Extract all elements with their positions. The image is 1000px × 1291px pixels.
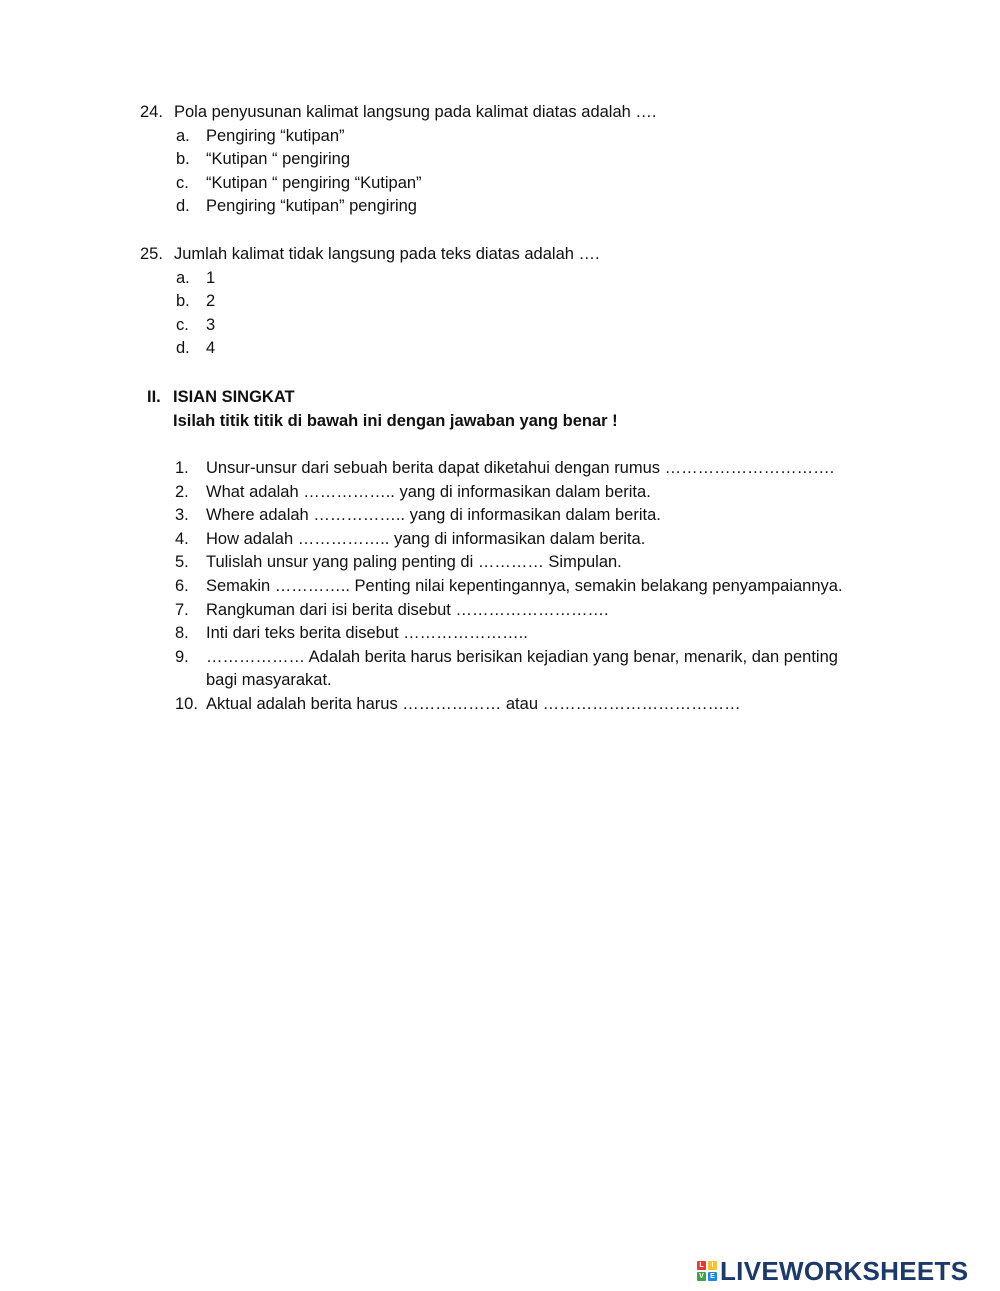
question-25 <box>140 243 920 361</box>
option-text: 3 <box>206 315 216 334</box>
fill-item-number: 1. <box>175 459 189 477</box>
fill-item <box>175 622 905 646</box>
option-text: 1 <box>206 268 216 287</box>
fill-item <box>175 528 905 552</box>
fill-item-text: Where adalah …………….. yang di informasikan dalam berita. <box>206 506 661 525</box>
fill-item <box>175 457 905 481</box>
fill-item <box>175 504 905 528</box>
fill-item <box>175 599 905 623</box>
fill-in-list <box>175 457 905 717</box>
fill-item <box>175 551 905 575</box>
question-number: 25. <box>140 245 163 263</box>
fill-item-text: What adalah …………….. yang di informasikan dalam berita. <box>206 482 651 501</box>
question-text: Jumlah kalimat tidak langsung pada teks diatas adalah …. <box>174 245 600 263</box>
fill-item <box>175 693 905 717</box>
logo-block: E <box>708 1272 717 1281</box>
option-text: “Kutipan “ pengiring “Kutipan” <box>206 173 422 192</box>
section-instruction: Isilah titik titik di bawah ini dengan jawaban yang benar ! <box>173 411 618 430</box>
fill-item-number: 4. <box>175 529 189 548</box>
fill-item-text: bagi masyarakat. <box>206 671 332 690</box>
fill-item-number: 6. <box>175 576 189 595</box>
section-number: II. <box>147 388 161 406</box>
option-letter: d. <box>176 197 190 216</box>
option-text: 4 <box>206 339 216 358</box>
question-24 <box>140 101 920 219</box>
option-letter: a. <box>176 126 190 145</box>
option-a <box>140 125 920 149</box>
option-b <box>140 290 920 314</box>
option-c <box>140 172 920 196</box>
option-d <box>140 337 920 361</box>
option-letter: b. <box>176 150 190 169</box>
option-letter: a. <box>176 268 190 287</box>
fill-item-text: Tulislah unsur yang paling penting di ………… Simpulan. <box>206 553 622 572</box>
fill-item <box>175 575 905 599</box>
option-text: “Kutipan “ pengiring <box>206 150 351 169</box>
option-letter: b. <box>176 292 190 311</box>
fill-item-number: 3. <box>175 506 189 525</box>
fill-item-text: Aktual adalah berita harus ……………… atau ……………………………… <box>206 694 741 713</box>
section-title: ISIAN SINGKAT <box>173 388 295 406</box>
question-text: Pola penyusunan kalimat langsung pada kalimat diatas adalah …. <box>174 103 657 121</box>
option-c <box>140 314 920 338</box>
option-text: 2 <box>206 292 216 311</box>
fill-item-text: Unsur-unsur dari sebuah berita dapat diketahui dengan rumus …………………………. <box>206 459 835 477</box>
fill-item-continuation <box>175 669 905 693</box>
option-b <box>140 148 920 172</box>
option-letter: c. <box>176 173 189 192</box>
logo-block: I <box>708 1261 717 1270</box>
fill-item-text: Rangkuman dari isi berita disebut ………………………. <box>206 600 609 619</box>
fill-item-number: 7. <box>175 600 189 619</box>
fill-item-number: 8. <box>175 624 189 643</box>
question-stem <box>140 101 920 125</box>
question-number: 24. <box>140 103 163 121</box>
logo-block: V <box>697 1272 706 1281</box>
fill-item-text: Inti dari teks berita disebut ………………….. <box>206 624 528 643</box>
fill-item-number: 5. <box>175 553 189 572</box>
fill-item <box>175 646 905 670</box>
option-letter: d. <box>176 339 190 358</box>
liveworksheets-logo <box>697 1255 969 1286</box>
option-a <box>140 267 920 291</box>
fill-item-text: Semakin ………….. Penting nilai kepentingannya, semakin belakang penyampaiannya. <box>206 576 843 595</box>
fill-item-number: 2. <box>175 482 189 501</box>
fill-item <box>175 481 905 505</box>
logo-blocks-icon <box>697 1261 717 1281</box>
logo-block: L <box>697 1261 706 1270</box>
fill-item-number: 9. <box>175 647 189 666</box>
option-text: Pengiring “kutipan” pengiring <box>206 197 417 216</box>
option-text: Pengiring “kutipan” <box>206 126 345 145</box>
option-letter: c. <box>176 315 189 334</box>
logo-text: LIVEWORKSHEETS <box>720 1255 969 1286</box>
fill-item-text: How adalah …………….. yang di informasikan dalam berita. <box>206 529 646 548</box>
option-d <box>140 195 920 219</box>
question-stem <box>140 243 920 267</box>
fill-item-text: ……………… Adalah berita harus berisikan kejadian yang benar, menarik, dan penting <box>206 647 838 666</box>
fill-item-number: 10. <box>175 694 198 713</box>
